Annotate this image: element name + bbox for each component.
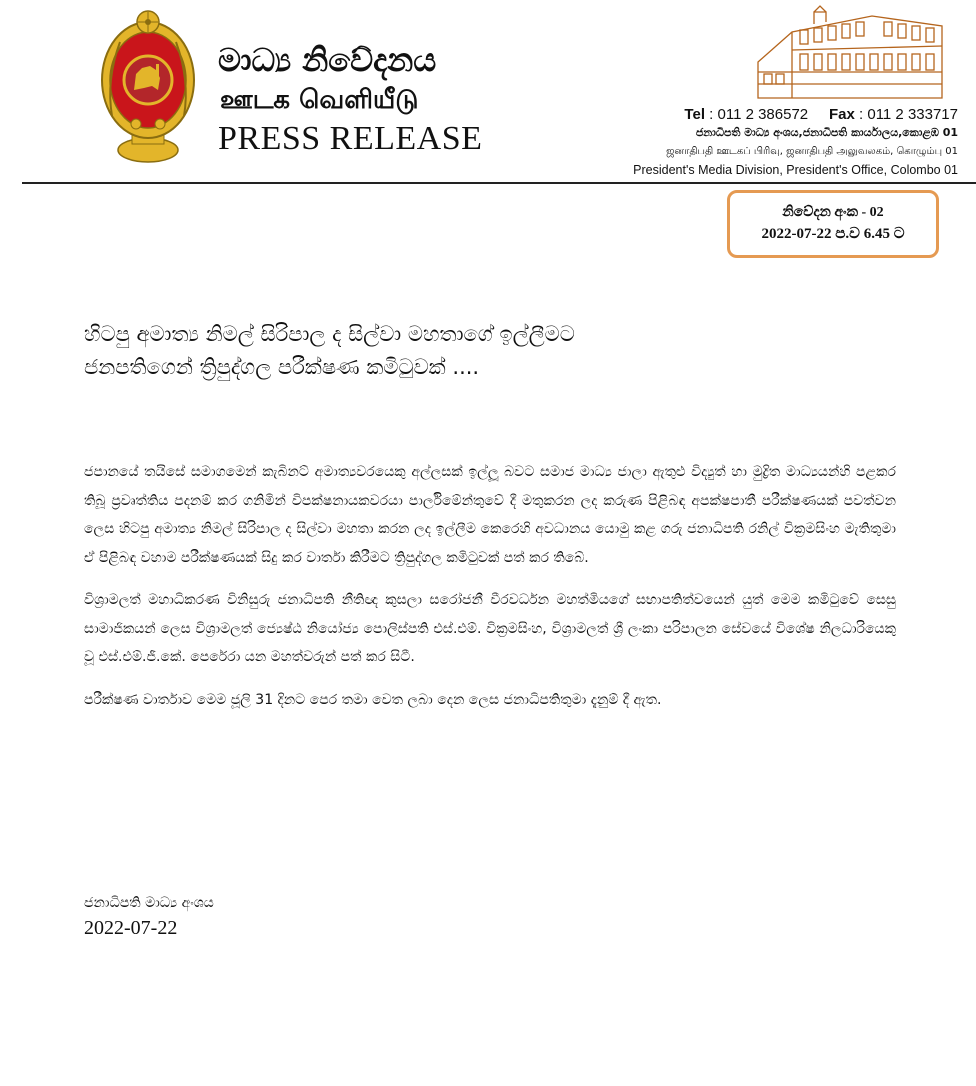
release-datetime: 2022-07-22 ප.ව 6.45 ට [761, 226, 905, 242]
address-tamil: ஜனாதிபதி ஊடகப் பிரிவு, ஜனாதிபதி அலுவலகம், கொழும்பு 01 [666, 146, 958, 157]
body-text [84, 458, 896, 728]
address-english: President's Media Division, President's Office, Colombo 01 [633, 163, 958, 177]
release-reference-box [727, 190, 939, 258]
title-sinhala: මාධ්‍ය නිවේදනය [218, 41, 437, 79]
address-sinhala: ජනාධිපති මාධ්‍ය අංශය,ජනාධිපති කාර්යාලය,කොළඹ 01 [695, 126, 958, 139]
body-paragraph: ජපානයේ තයිසේ සමාගමෙන් කැබිනට් අමාත්‍යවරයෙකු අල්ලසක් ඉල්ලූ බවට සමාජ මාධ්‍ය ජාලා ඇතුළු විද්‍යුත් හා මුද්‍රිත මාධ්‍යයන්හි පළකර තිබූ ප්‍රවෘත්තිය පදනම් කර ගනිමින් විපක්ෂනායකවරයා පාර්ලිමේන්තුවේ දී මතුකරන ලද කරුණ පිළිබඳ අපක්ෂපාතී පරීක්ෂණයක් පවත්වන ලෙස හිටපු අමාත්‍ය නිමල් සිරිපාල ද සිල්වා මහතා කරන ලද ඉල්ලීම කෙරෙහි අවධානය යොමු කළ ගරු ජනාධිපති රනිල් වික්‍රමසිංහ මැතිතුමා ඒ පිළිබඳ වහාම පරීක්ෂණයක් සිදු කර වාර්තා කිරීමට ත්‍රිපුද්ගල කමිටුවක් පත් කර තිබේ. [84, 464, 896, 566]
title-english: PRESS RELEASE [218, 120, 483, 157]
title-tamil: ஊடக வெளியீடு [220, 85, 419, 115]
headline [84, 318, 884, 384]
body-paragraph: විශ්‍රාමලත් මහාධිකරණ විනිසුරු ජනාධිපති නීතිඥ කුසලා සරෝජනී වීරවර්ධන මහත්මියගේ සභාපතිත්වයෙන් යුත් මෙම කමිටුවේ සෙසු සාමාජිකයන් ලෙස විශ්‍රාමලත් ජ්‍යෙෂ්ඨ නියෝජ්‍ය පොලිස්පති එස්.එම්. වික්‍රමසිංහ, විශ්‍රාමලත් ශ්‍රී ලංකා පරිපාලන සේවයේ විශේෂ නිලධාරියෙකු වූ එස්.එම්.ජී.කේ. පෙරේරා යන මහත්වරුන් පත් කර සිටී. [84, 592, 896, 665]
masthead-titles [218, 40, 482, 158]
fax-label: Fax [828, 106, 855, 123]
contact-block [633, 106, 958, 180]
sri-lanka-emblem-icon [92, 6, 204, 166]
fax-value: : 011 2 333717 [859, 106, 958, 123]
signature-organization: ජනාධිපති මාධ්‍ය අංශය [84, 895, 214, 911]
signature-block [84, 892, 214, 940]
headline-line-1: හිටපු අමාත්‍ය නිමල් සිරිපාල ද සිල්වා මහතාගේ ඉල්ලීමට [84, 322, 575, 346]
header-divider [22, 182, 976, 184]
tel-label: Tel [684, 106, 705, 123]
presidents-office-building-icon [752, 2, 948, 100]
body-paragraph: පරීක්ෂණ වාර්තාව මෙම ජූලි 31 දිනට පෙර තමා වෙත ලබා දෙන ලෙස ජනාධිපතිතුමා දැනුම් දී ඇත. [84, 691, 662, 708]
signature-date: 2022-07-22 [84, 917, 178, 939]
tel-value: : 011 2 386572 [709, 106, 809, 123]
phone-fax-line [633, 106, 958, 123]
release-number: නිවේදන අංක - 02 [782, 205, 884, 220]
headline-line-2: ජනපතිගෙන් ත්‍රිපුද්ගල පරීක්ෂණ කමිටුවක් .... [84, 355, 480, 379]
